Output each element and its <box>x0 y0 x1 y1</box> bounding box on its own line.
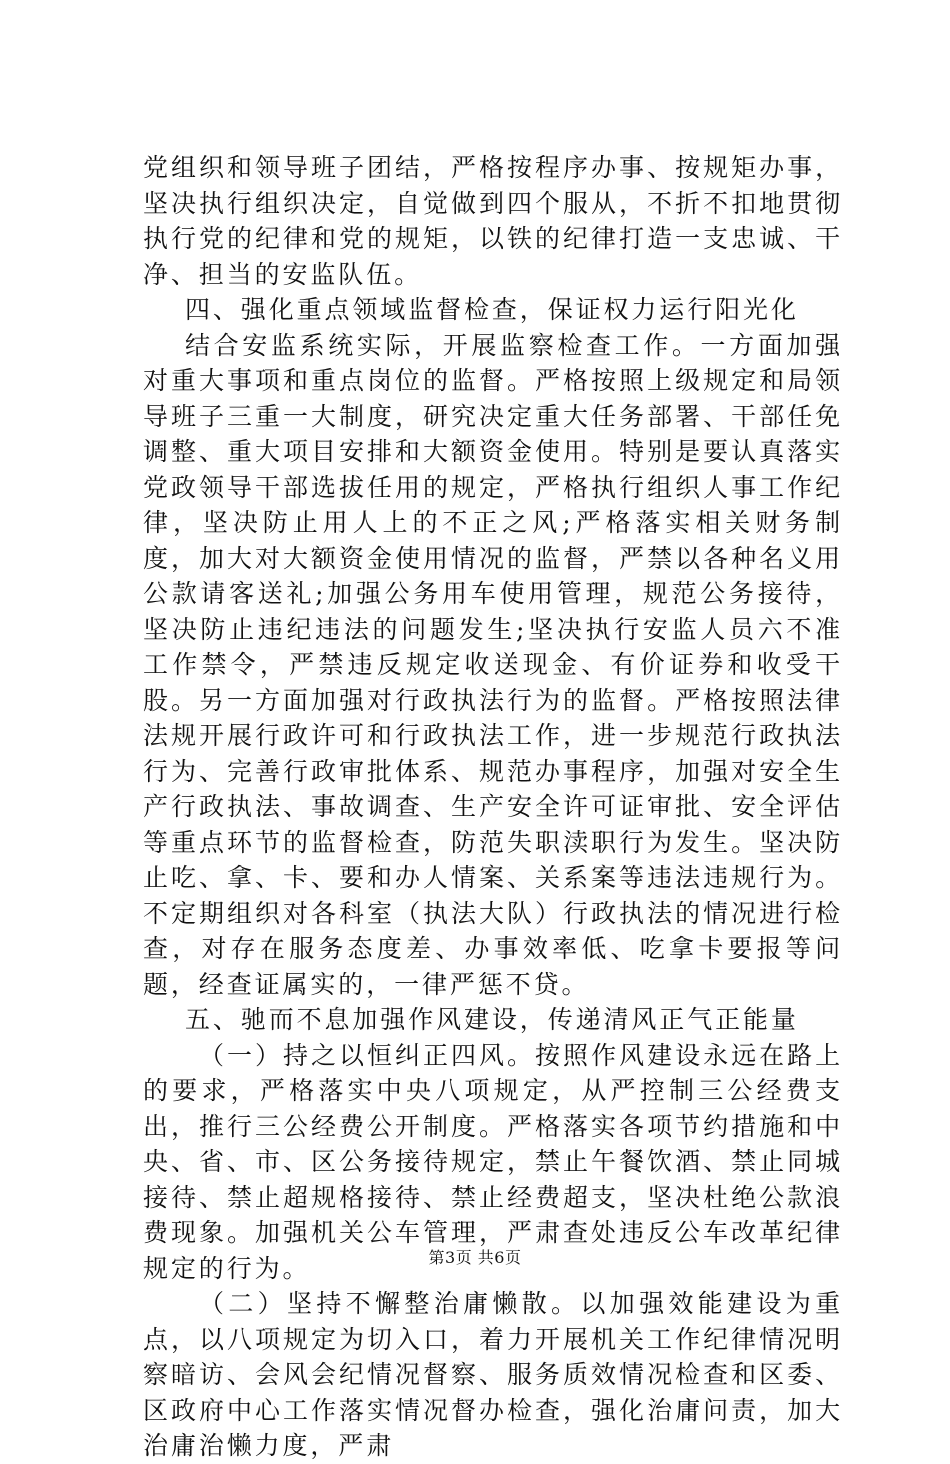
page-footer: 第3页 共6页 <box>428 1248 522 1267</box>
paragraph-supervision: 结合安监系统实际，开展监察检查工作。一方面加强对重大事项和重点岗位的监督。严格按照上级规定和局领导班子三重一大制度，研究决定重大任务部署、干部任免调整、重大项目安排和大额资金使用。特别是要认真落实党政领导干部选拔任用的规定，严格执行组织人事工作纪律，坚决防止用人上的不正之风;严格落实相关财务制度，加大对大额资金使用情况的监督，严禁以各种名义用公款请客送礼;加强公务用车使用管理，规范公务接待，坚决防止违纪违法的问题发生;坚决执行安监人员六不准工作禁令，严禁违反规定收送现金、有价证券和收受干股。另一方面加强对行政执法行为的监督。严格按照法律法规开展行政许可和行政执法工作，进一步规范行政执法行为、完善行政审批体系、规范办事程序，加强对安全生产行政执法、事故调查、生产安全许可证审批、安全评估等重点环节的监督检查，防范失职渎职行为发生。坚决防止吃、拿、卡、要和办人情案、关系案等违法违规行为。不定期组织对各科室（执法大队）行政执法的情况进行检查，对存在服务态度差、办事效率低、吃拿卡要报等问题，经查证属实的，一律严惩不贷。 <box>143 330 843 999</box>
subsection-one: （一）持之以恒纠正四风。按照作风建设永远在路上的要求，严格落实中央八项规定，从严控制三公经费支出，推行三公经费公开制度。严格落实各项节约措施和中央、省、市、区公务接待规定，禁止午餐饮酒、禁止同城接待、禁止超规格接待、禁止经费超支，坚决杜绝公款浪费现象。加强机关公车管理，严肃查处违反公车改革纪律规定的行为。 <box>143 1040 843 1283</box>
section-heading-five: 五、驰而不息加强作风建设，传递清风正气正能量 <box>185 1005 799 1034</box>
subsection-two: （二）坚持不懈整治庸懒散。以加强效能建设为重点，以八项规定为切入口，着力开展机关工作纪律情况明察暗访、会风会纪情况督察、服务质效情况检查和区委、区政府中心工作落实情况督办检查，强化治庸问责，加大治庸治懒力度，严肃 <box>143 1289 843 1460</box>
paragraph-continuation: 党组织和领导班子团结，严格按程序办事、按规矩办事，坚决执行组织决定，自觉做到四个服从，不折不扣地贯彻执行党的纪律和党的规矩，以铁的纪律打造一支忠诚、干净、担当的安监队伍。 <box>143 153 843 289</box>
section-heading-four: 四、强化重点领域监督检查，保证权力运行阳光化 <box>185 295 799 324</box>
